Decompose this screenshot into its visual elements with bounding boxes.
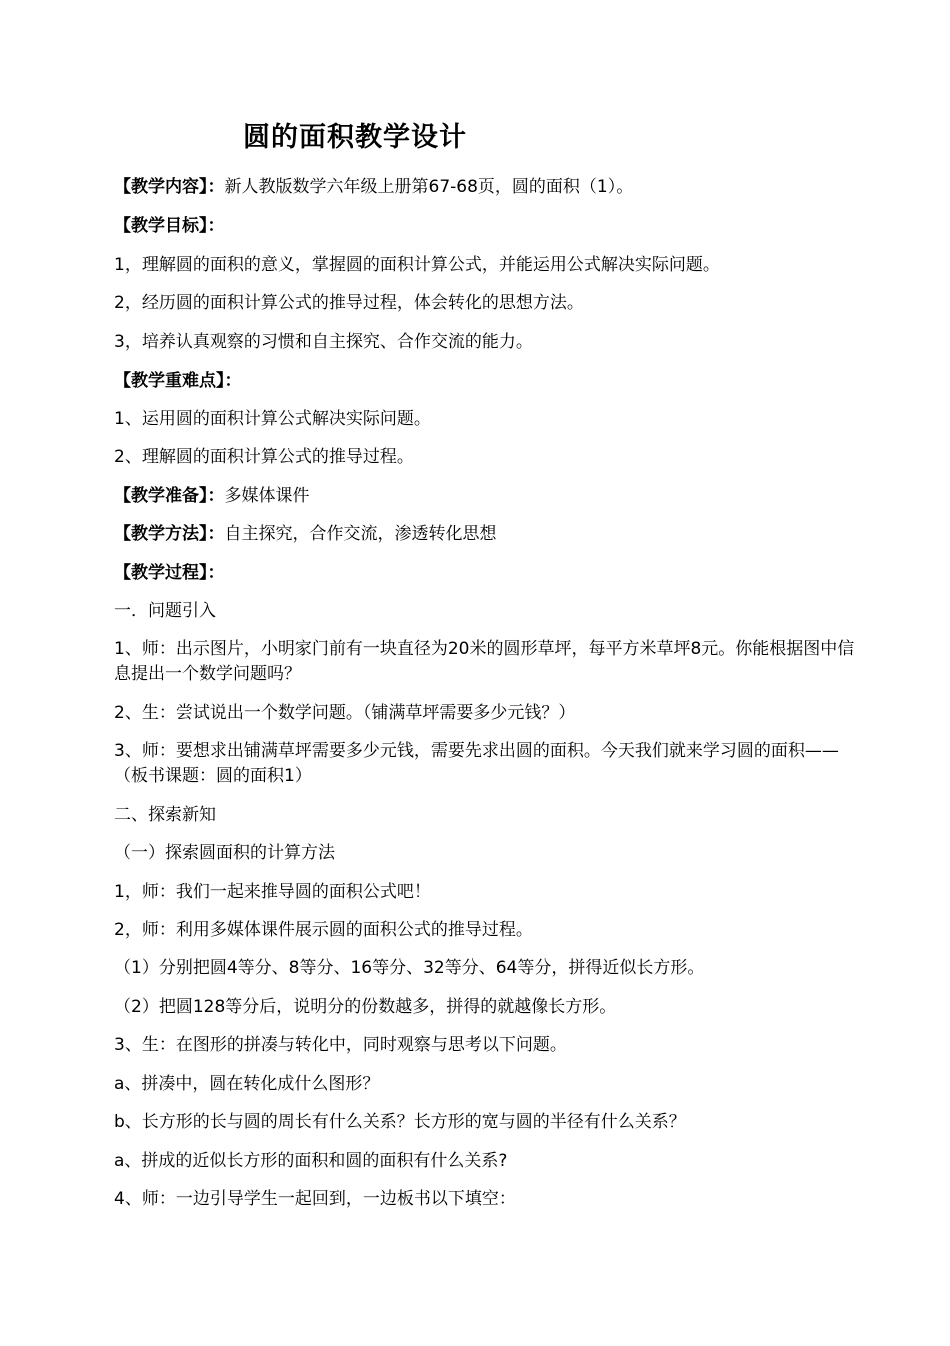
teaching-content-line — [114, 175, 874, 200]
preparation-line — [114, 484, 874, 509]
process-item: a、拼成的近似长方形的面积和圆的面积有什么关系? — [114, 1151, 508, 1171]
process-item: （2）把圆128等分后，说明分的份数越多，拼得的就越像长方形。 — [114, 997, 617, 1017]
goal-item: 2，经历圆的面积计算公式的推导过程，体会转化的思想方法。 — [114, 293, 584, 313]
process-item: （1）分别把圆4等分、8等分、16等分、32等分、64等分，拼得近似长方形。 — [114, 958, 705, 978]
subsection-heading: （一）探索圆面积的计算方法 — [114, 843, 335, 863]
method-line — [114, 522, 874, 547]
section-heading: 二、探索新知 — [114, 805, 216, 825]
process-item: b、长方形的长与圆的周长有什么关系？长方形的宽与圆的半径有什么关系？ — [114, 1112, 686, 1132]
preparation-text: 多媒体课件 — [224, 486, 310, 506]
process-item: 1、师：出示图片，小明家门前有一块直径为20米的圆形草坪，每平方米草坪8元。你能根据图中信息提出一个数学问题吗？ — [114, 639, 855, 684]
document-title: 圆的面积教学设计 — [243, 122, 467, 153]
process-item: 2、生：尝试说出一个数学问题。（铺满草坪需要多少元钱？） — [114, 703, 576, 723]
process-item: 3、生：在图形的拼凑与转化中，同时观察与思考以下问题。 — [114, 1035, 567, 1055]
process-item: 3、师：要想求出铺满草坪需要多少元钱，需要先求出圆的面积。今天我们就来学习圆的面积——（板书课题：圆的面积1） — [114, 741, 839, 786]
process-item: 1，师：我们一起来推导圆的面积公式吧！ — [114, 882, 431, 902]
section-heading: 一．问题引入 — [114, 601, 216, 621]
goal-item: 1，理解圆的面积的意义，掌握圆的面积计算公式，并能运用公式解决实际问题。 — [114, 255, 720, 275]
method-text: 自主探究，合作交流，渗透转化思想 — [224, 524, 497, 544]
keypoint-item: 1、运用圆的面积计算公式解决实际问题。 — [114, 409, 431, 429]
process-item: 2，师：利用多媒体课件展示圆的面积公式的推导过程。 — [114, 920, 533, 940]
goal-item: 3，培养认真观察的习惯和自主探究、合作交流的能力。 — [114, 332, 533, 352]
keypoints-heading: 【教学重难点】： — [114, 371, 242, 391]
process-item: 4、师：一边引导学生一起回到，一边板书以下填空： — [114, 1189, 516, 1209]
preparation-label: 【教学准备】： — [114, 486, 225, 506]
method-label: 【教学方法】： — [114, 524, 225, 544]
teaching-content-text: 新人教版数学六年级上册第67-68页，圆的面积（1）。 — [224, 177, 634, 197]
process-heading: 【教学过程】： — [114, 563, 225, 583]
process-item: a、拼凑中，圆在转化成什么图形？ — [114, 1074, 380, 1094]
teaching-content-label: 【教学内容】： — [114, 177, 225, 197]
keypoint-item: 2、理解圆的面积计算公式的推导过程。 — [114, 447, 414, 467]
teaching-goals-heading: 【教学目标】： — [114, 216, 225, 236]
